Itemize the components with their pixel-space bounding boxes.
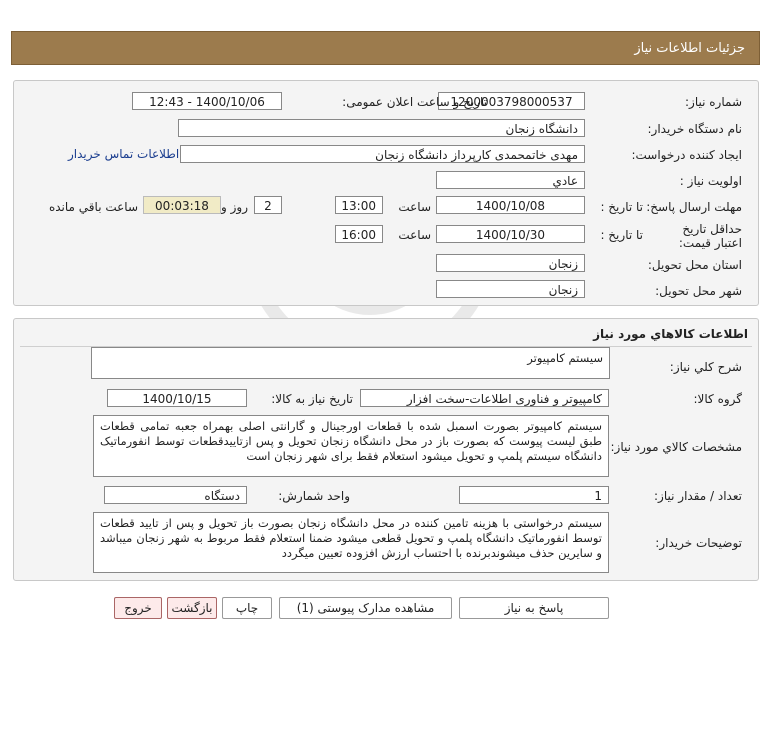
announce-field: 1400/10/06 - 12:43	[132, 92, 282, 110]
need-date-label: تاریخ نیاز به کالا:	[271, 392, 353, 406]
print-button[interactable]: چاپ	[222, 597, 272, 619]
goods-group-label: گروه کالا:	[693, 392, 742, 406]
deadline-time-label: ساعت	[398, 200, 431, 214]
validity-time-label: ساعت	[398, 228, 431, 242]
deadline-time-field: 13:00	[335, 196, 383, 214]
city-label: شهر محل تحویل:	[655, 284, 742, 298]
validity-date-field: 1400/10/30	[436, 225, 585, 243]
general-desc-label: شرح کلي نياز:	[669, 360, 742, 374]
goods-section-title: اطلاعات کالاهاي مورد نياز	[593, 327, 748, 341]
back-button[interactable]: بازگشت	[167, 597, 217, 619]
validity-to-date-label: تا تاریخ :	[600, 228, 643, 242]
specs-field: سیستم کامپیوتر بصورت اسمبل شده با قطعات اورجینال و گارانتی اصلی بهمراه جعبه تمامی قطعات طبق لیست پیوست که بصورت باز در محل دانشگاه زنجان تحویل و پس ازتاییدقطعات توسط انفورماتیک دانشگاه سیستم پلمپ و تحویل میشود استعلام فقط برای شهر زنجان است	[93, 415, 609, 477]
specs-label: مشخصات کالاي مورد نياز:	[610, 440, 742, 454]
buyer-contact-link[interactable]: اطلاعات تماس خریدار	[68, 147, 180, 161]
remaining-label: ساعت باقي مانده	[48, 200, 138, 214]
general-desc-field: سیستم کامپیوتر	[91, 347, 610, 379]
buyer-org-label: نام دستگاه خریدار:	[647, 122, 742, 136]
announce-label: تاریخ و ساعت اعلان عمومی:	[342, 95, 487, 109]
validity-label: حداقل تاریخ اعتبار قیمت:	[678, 222, 742, 250]
quantity-field: 1	[459, 486, 609, 504]
reply-button[interactable]: پاسخ به نیاز	[459, 597, 609, 619]
unit-label: واحد شمارش:	[278, 489, 350, 503]
goods-group-field: کامپیوتر و فناوری اطلاعات-سخت افزار	[360, 389, 609, 407]
priority-label: اولویت نیاز :	[679, 174, 742, 188]
province-field: زنجان	[436, 254, 585, 272]
deadline-label: مهلت ارسال پاسخ:	[646, 200, 742, 214]
need-info-panel	[13, 80, 759, 306]
need-number-label: شماره نیاز:	[685, 95, 742, 109]
page-title: جزئیات اطلاعات نیاز	[634, 41, 745, 56]
requester-label: ایجاد کننده درخواست:	[631, 148, 742, 162]
priority-field: عادي	[436, 171, 585, 189]
buyer-notes-field: سیستم درخواستی با هزینه تامین کننده در محل دانشگاه زنجان بصورت باز تحویل و پس از تایید قطعات توسط انفورماتیک دانشگاه پلمپ و تحویل قطعی میشود ضمنا استعلام فقط مربوط به شهر زنجان میباشد و سایرین حذف میشوندبرنده با احتساب ارزش افزوده تعیین میگردد	[93, 512, 609, 573]
validity-time-field: 16:00	[335, 225, 383, 243]
remaining-time-field: 00:03:18	[143, 196, 221, 214]
need-date-field: 1400/10/15	[107, 389, 247, 407]
days-label: روز و	[221, 200, 248, 214]
need-number-field: 1200003798000537	[438, 92, 585, 110]
days-remaining-field: 2	[254, 196, 282, 214]
province-label: استان محل تحویل:	[647, 258, 742, 272]
quantity-label: تعداد / مقدار نیاز:	[654, 489, 742, 503]
deadline-date-field: 1400/10/08	[436, 196, 585, 214]
buyer-notes-label: توضیحات خریدار:	[655, 536, 742, 550]
requester-field: مهدی خاتمحمدی کارپرداز دانشگاه زنجان	[180, 145, 585, 163]
buyer-org-field: دانشگاه زنجان	[178, 119, 585, 137]
unit-field: دستگاه	[104, 486, 247, 504]
city-field: زنجان	[436, 280, 585, 298]
exit-button[interactable]: خروج	[114, 597, 162, 619]
page-header	[11, 31, 760, 65]
deadline-to-date-label: تا تاریخ :	[600, 200, 643, 214]
view-attachments-button[interactable]: مشاهده مدارک پیوستی (1)	[279, 597, 452, 619]
